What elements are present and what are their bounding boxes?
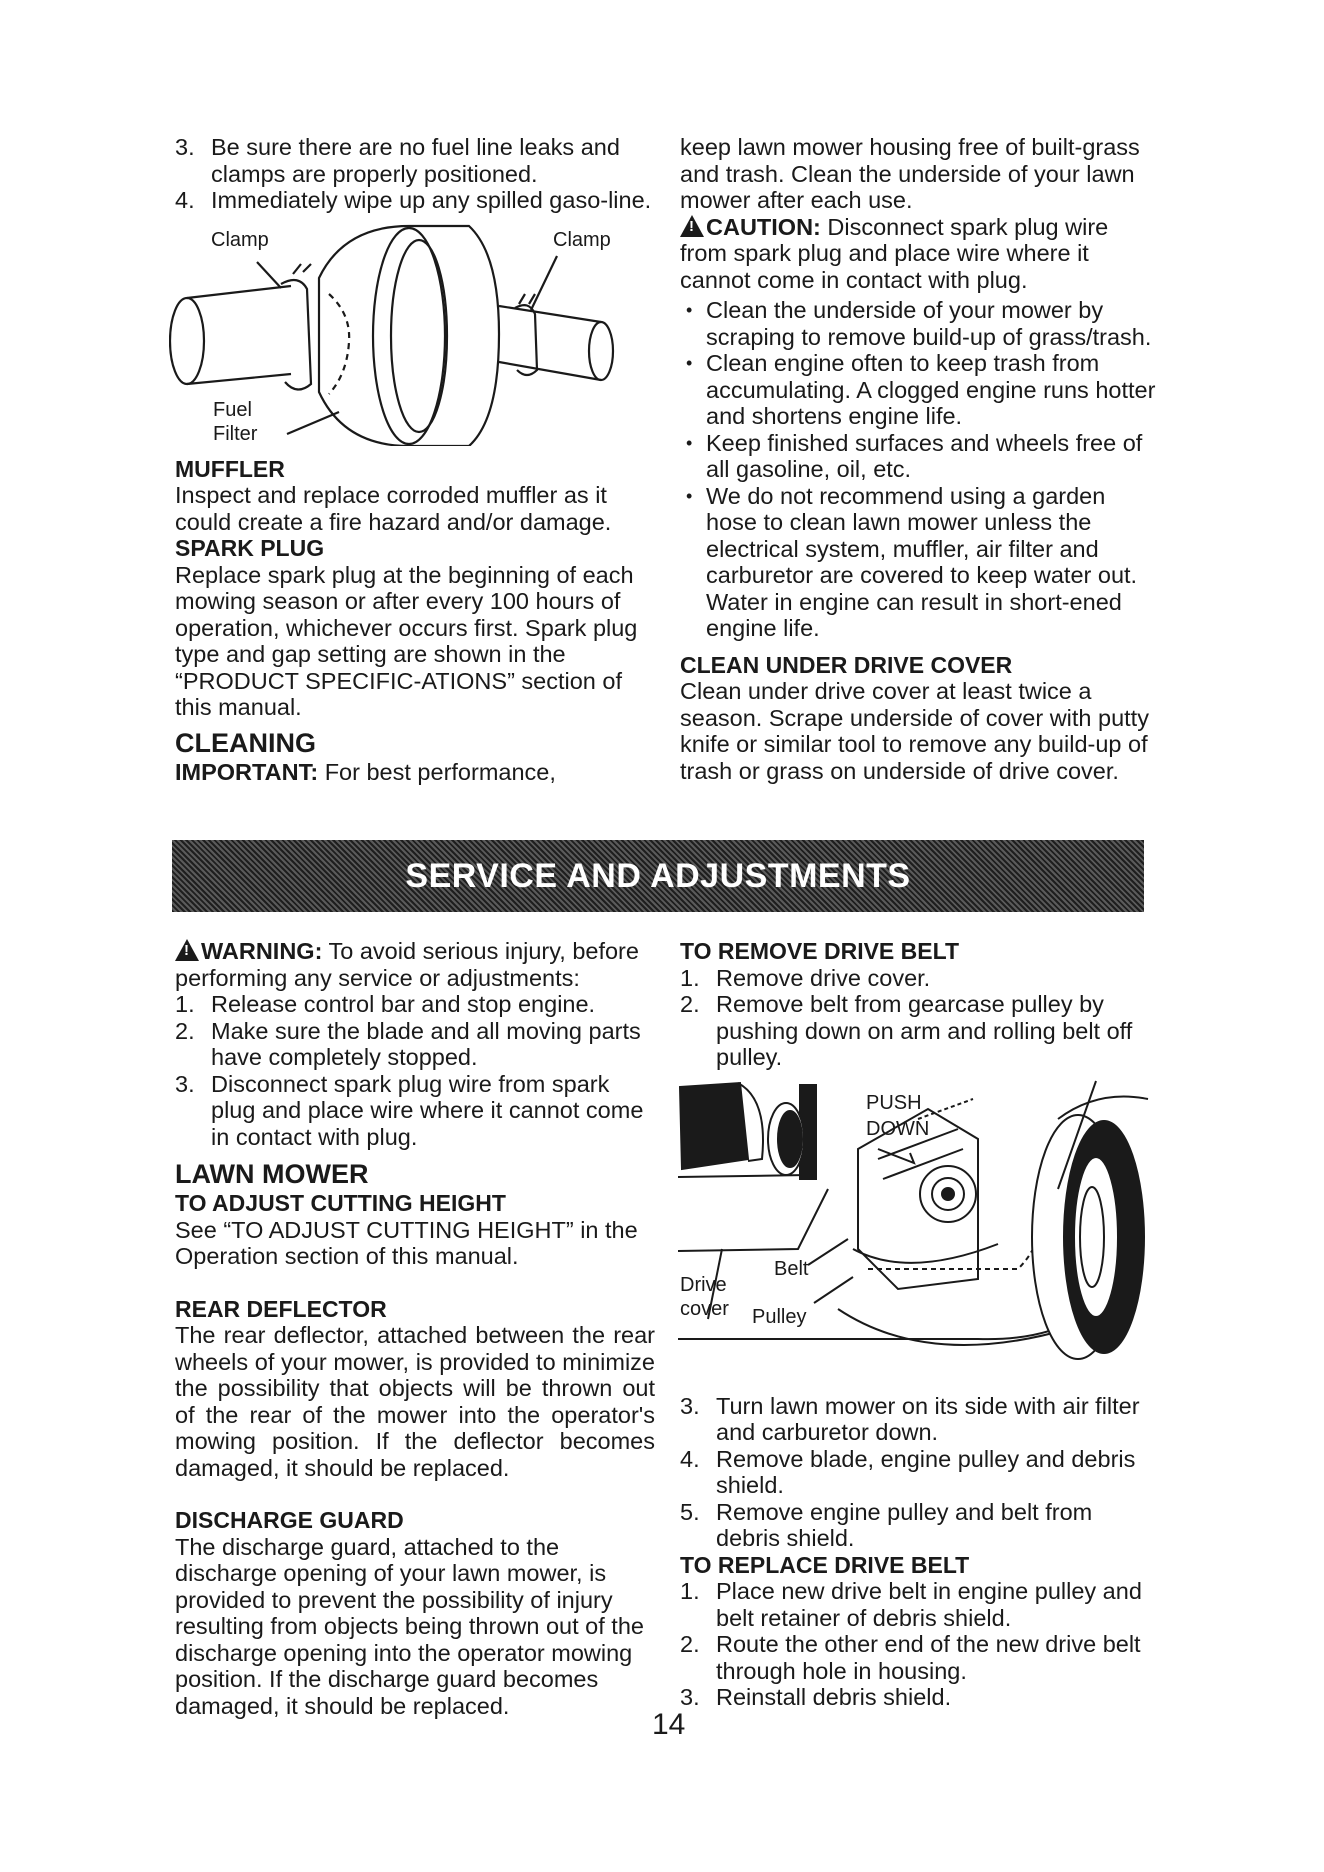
discharge-guard-heading: DISCHARGE GUARD xyxy=(175,1507,404,1533)
cleaning-heading: CLEANING xyxy=(175,727,316,758)
bottom-left-column xyxy=(175,938,655,1719)
list-item: 2. Make sure the blade and all moving parts have completely stopped. xyxy=(175,1017,641,1070)
belt-label: Belt xyxy=(774,1257,809,1280)
drive-cover-text: Clean under drive cover at least twice a season. Scrape underside of cover with putty knife or similar tool to remove any build-up of trash or grass on underside of drive cover. xyxy=(680,678,1149,784)
lawn-mower-heading: LAWN MOWER xyxy=(175,1159,369,1189)
list-item: 3. Reinstall debris shield. xyxy=(680,1684,952,1710)
clamp-left-label: Clamp xyxy=(211,228,269,251)
replace-belt-steps xyxy=(680,1578,1160,1711)
list-item: 3. Turn lawn mower on its side with air filter and carburetor down. xyxy=(680,1392,1140,1445)
list-item: 4. Remove blade, engine pulley and debris shield. xyxy=(680,1445,1136,1498)
top-right-column xyxy=(680,134,1160,784)
safety-steps-list xyxy=(175,991,655,1150)
drive-belt-figure xyxy=(678,1079,1152,1379)
important-note: IMPORTANT: For best performance, xyxy=(175,758,556,785)
list-item: 3. Be sure there are no fuel line leaks and clamps are properly positioned. xyxy=(175,134,620,187)
remove-belt-steps xyxy=(680,965,1160,1071)
fuel-steps-list xyxy=(175,134,655,214)
banner-title: SERVICE AND ADJUSTMENTS xyxy=(405,856,911,895)
cutting-height-heading: TO ADJUST CUTTING HEIGHT xyxy=(175,1190,506,1216)
filter-label: Filter xyxy=(213,422,258,445)
drive-cover-heading: CLEAN UNDER DRIVE COVER xyxy=(680,651,1013,678)
fuel-filter-figure xyxy=(169,214,649,446)
clamp-right-label: Clamp xyxy=(553,228,611,251)
muffler-heading: MUFFLER xyxy=(175,455,285,482)
warning-note: !WARNING: To avoid serious injury, before performing any service or adjustments: xyxy=(175,938,655,991)
page-number: 14 xyxy=(652,1708,686,1741)
spark-plug-heading: SPARK PLUG xyxy=(175,535,325,561)
cutting-height-text: See “TO ADJUST CUTTING HEIGHT” in the Operation section of this manual. xyxy=(175,1216,638,1269)
list-item: 4. Immediately wipe up any spilled gaso-line. xyxy=(175,187,652,213)
warning-triangle-icon xyxy=(175,939,199,961)
list-item: 1. Release control bar and stop engine. xyxy=(175,991,596,1017)
list-item: • Clean engine often to keep trash from accumulating. A clogged engine runs hotter and shortens engine life. xyxy=(680,350,1160,430)
down-label: DOWN xyxy=(866,1117,930,1140)
list-item: 1. Remove drive cover. xyxy=(680,964,931,991)
belt-steps-continued xyxy=(680,1393,1160,1552)
list-item: 2. Remove belt from gearcase pulley by pushing down on arm and rolling belt off pulley. xyxy=(680,991,1133,1070)
drive-label: Drive xyxy=(680,1273,727,1296)
pulley-label: Pulley xyxy=(752,1305,807,1328)
list-item: 3. Disconnect spark plug wire from spark plug and place wire where it cannot come in contact with plug. xyxy=(175,1070,644,1150)
cleaning-intro: keep lawn mower housing free of built-grass and trash. Clean the underside of your lawn mower after each use. xyxy=(680,134,1140,213)
fuel-label: Fuel xyxy=(213,398,252,421)
list-item: 5. Remove engine pulley and belt from debris shield. xyxy=(680,1498,1093,1551)
spark-plug-text: Replace spark plug at the beginning of each mowing season or after every 100 hours of operation, whichever occurs first. Spark plug type and gap setting are shown in the “PRODUCT SPECIFIC-ATIONS” section of this manual. xyxy=(175,561,638,720)
top-left-column xyxy=(175,134,655,785)
cleaning-bullets xyxy=(680,297,1160,642)
rear-deflector-text: The rear deflector, attached between the rear wheels of your mower, is provided to minimize the possibility that objects will be thrown out of the rear of the mower into the operator's mowing position. If the deflector becomes damaged, it should be replaced. xyxy=(175,1322,655,1481)
list-item: 1. Place new drive belt in engine pulley and belt retainer of debris shield. xyxy=(680,1578,1142,1631)
muffler-text: Inspect and replace corroded muffler as it could create a fire hazard and/or damage. xyxy=(175,482,612,535)
rear-deflector-heading: REAR DEFLECTOR xyxy=(175,1295,387,1322)
discharge-guard-text: The discharge guard, attached to the discharge opening of your lawn mower, is provided to prevent the possibility of injury resulting from objects being thrown out of the discharge opening into the operator mowing position. If the discharge guard becomes damaged, it should be replaced. xyxy=(175,1533,644,1719)
list-item: • We do not recommend using a garden hose to clean lawn mower unless the electrical system, muffler, air filter and carburetor are covered to keep water out. Water in engine can result in short-ened engine life. xyxy=(680,483,1160,642)
replace-belt-heading: TO REPLACE DRIVE BELT xyxy=(680,1551,970,1578)
warning-triangle-icon xyxy=(680,215,704,237)
list-item: • Clean the underside of your mower by scraping to remove build-up of grass/trash. xyxy=(680,297,1160,350)
caution-note: !CAUTION: Disconnect spark plug wire from spark plug and place wire where it cannot come in contact with plug. xyxy=(680,214,1160,294)
bottom-right-column xyxy=(680,938,1160,1711)
push-label: PUSH xyxy=(866,1091,922,1114)
cover-label: cover xyxy=(680,1297,729,1320)
section-banner xyxy=(172,840,1144,912)
remove-belt-heading: TO REMOVE DRIVE BELT xyxy=(680,938,960,964)
list-item: 2. Route the other end of the new drive belt through hole in housing. xyxy=(680,1631,1141,1684)
list-item: • Keep finished surfaces and wheels free of all gasoline, oil, etc. xyxy=(680,430,1160,483)
